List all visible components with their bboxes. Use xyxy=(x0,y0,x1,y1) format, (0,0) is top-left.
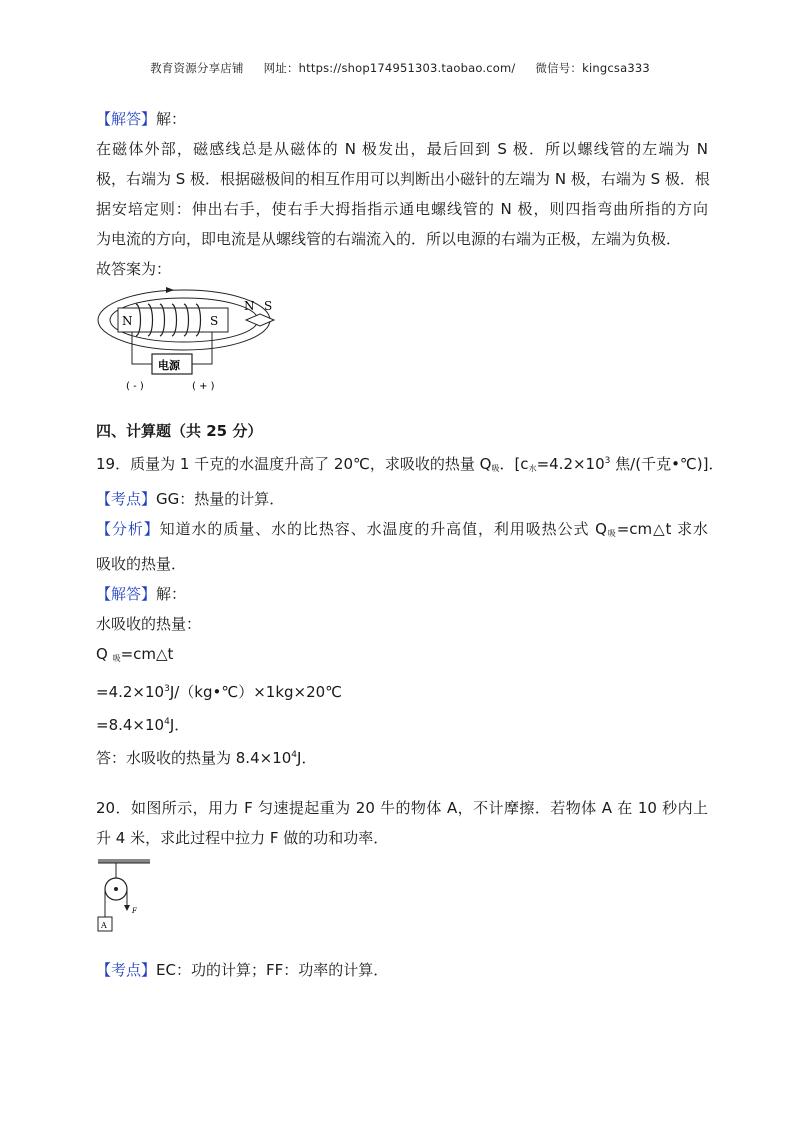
q18-para-line-5: 故答案为： xyxy=(96,260,172,278)
wire-right xyxy=(192,332,212,364)
section-title: 四、计算题（共 25 分） xyxy=(96,422,263,440)
coil-left-pole: N xyxy=(122,314,133,328)
force-label: F xyxy=(132,907,137,915)
header-url: 网址：https://shop174951303.taobao.com/ xyxy=(263,61,516,75)
negative-terminal-label: ( - ) xyxy=(126,381,144,392)
q19-step-1: 水吸收的热量： xyxy=(96,615,202,633)
answer-tag: 【解答】 xyxy=(96,110,157,128)
solenoid-figure xyxy=(96,284,286,396)
q19-fenxi: 【分析】知道水的质量、水的比热容、水温度的升高值，利用吸热公式 $Q_吸=cm\triangle t$ 求水 xyxy=(96,520,709,538)
q19-stem: 19．质量为 1 千克的水温度升高了 20℃，求吸收的热量 $Q_吸$．[$c_水=4.2\times 10^3$ 焦/(千克•℃)]． xyxy=(96,455,724,473)
header-wechat: 微信号：kingcsa333 xyxy=(535,61,650,75)
compass-needle xyxy=(246,314,274,326)
kaodian-tag: 【考点】 xyxy=(96,490,157,508)
battery-label: 电源 xyxy=(158,359,180,372)
q20-stem-line-2: 升 4 米，求此过程中拉力 F 做的功和功率． xyxy=(96,829,389,847)
q19-jieda: 【解答】解： xyxy=(96,585,187,603)
q19-step-2: Q $_吸$=cm△t xyxy=(96,645,174,663)
page-header xyxy=(0,60,800,76)
positive-terminal-label: ( + ) xyxy=(192,381,215,392)
q18-answer-heading: 【解答】解： xyxy=(96,110,187,128)
q18-para-line-4: 为电流的方向，即电流是从螺线管的右端流入的．所以电源的右端为正极，左端为负极． xyxy=(96,230,682,248)
needle-left-pole: N xyxy=(244,299,255,313)
q19-kaodian: 【考点】GG：热量的计算． xyxy=(96,490,285,508)
q20-stem-line-1: 20．如图所示，用力 F 匀速提起重为 20 牛的物体 A，不计摩擦．若物体 A 在 10 秒内上 xyxy=(96,799,708,817)
force-arrow xyxy=(124,905,130,911)
header-shop: 教育资源分享店铺 xyxy=(150,61,244,75)
jieda-tag: 【解答】 xyxy=(96,585,157,603)
q19-final-answer: 答：水吸收的热量为 $8.4\times 10^4J$． xyxy=(96,749,317,767)
document-body xyxy=(96,104,724,985)
ceiling xyxy=(98,859,150,863)
needle-right-pole: S xyxy=(264,299,273,313)
q19-step-3: $=4.2\times 10^3J/(kg•℃)\times 1kg\times 20℃$ xyxy=(96,683,343,701)
block-label: A xyxy=(101,921,107,930)
coil-right-pole: S xyxy=(210,314,219,328)
field-direction-arrow xyxy=(166,287,174,293)
q20-kaodian: 【考点】EC：功的计算；FF：功率的计算． xyxy=(96,961,389,979)
q18-para-line-1: 在磁体外部，磁感线总是从磁体的 N 极发出，最后回到 S 极．所以螺线管的左端为 N xyxy=(96,140,708,158)
fenxi-tag: 【分析】 xyxy=(96,520,160,538)
pulley-figure xyxy=(96,857,156,945)
q19-fenxi-line-2: 吸收的热量． xyxy=(96,555,187,573)
q18-para-line-3: 据安培定则：伸出右手，使右手大拇指指示通电螺线管的 N 极，则四指弯曲所指的方向 xyxy=(96,200,708,218)
q18-para-line-2: 极，右端为 S 极．根据磁极间的相互作用可以判断出小磁针的左端为 N 极，右端为 S 极．根 xyxy=(96,170,710,188)
q19-step-4: $=8.4\times 10^4J$． xyxy=(96,716,190,734)
kaodian-tag: 【考点】 xyxy=(96,961,157,979)
